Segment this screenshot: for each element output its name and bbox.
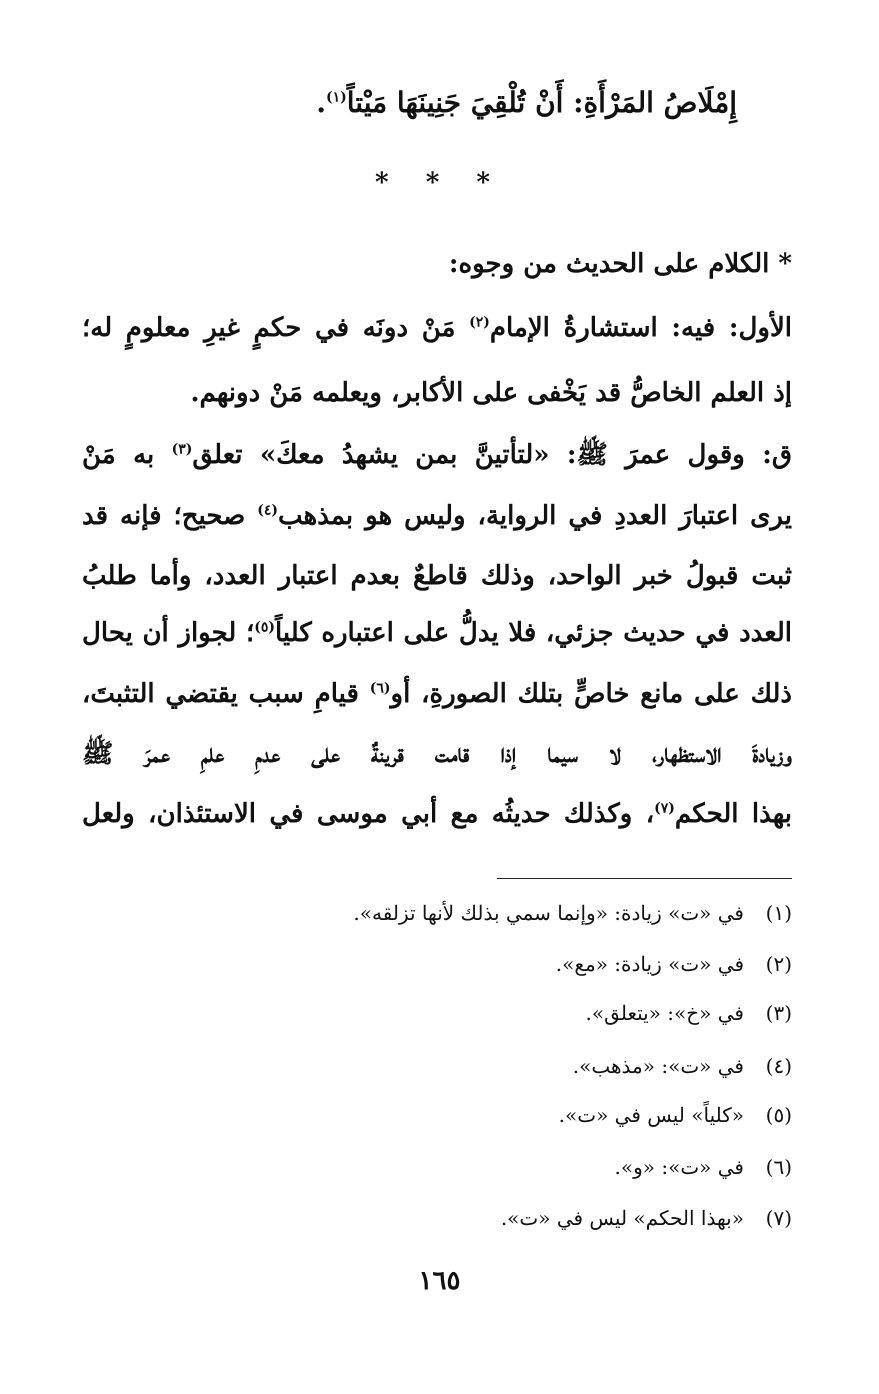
top-line-text: إِمْلَاصُ المَرْأَةِ: أَنْ تُلْقِيَ جَنِينَهَا مَيْتاً [346,86,737,119]
footnote-number: (٥) [765,1103,792,1127]
body-line-rest: ، وكذلك حديثُه مع أبي موسى في الاستئذان، ولعل [82,799,655,829]
footnote-number: (٧) [765,1206,792,1230]
footnote-number: (٣) [765,1001,792,1025]
body-line-text: ذلك على مانع خاصٍّ بتلك الصورةِ، أو [390,679,792,709]
footnote-text: «كلياً» ليس في «ت». [558,1103,744,1127]
footnote-number: (٤) [765,1054,792,1078]
body-line [82,311,792,345]
footnote-text: «بهذا الحكم» ليس في «ت». [500,1206,744,1230]
footnote-text: في «ت» زيادة: «وإنما سمي بذلك لأنها تزلقه». [353,901,744,925]
body-line [82,737,792,771]
footnote [615,1153,792,1181]
footnote-text: في «ت»: «مذهب». [572,1054,744,1078]
top-definition-line [316,86,737,120]
footnote [353,899,792,927]
body-line-rest: مَنْ دونَه في حكمٍ غيرِ معلومٍ له؛ [82,313,470,343]
footnote [586,999,792,1027]
body-line-rest: به مَنْ [82,440,172,470]
body-line [190,376,792,410]
footnote-ref: (٥) [254,619,275,636]
top-line-end: . [316,86,326,119]
body-line-text: يرى اعتبارَ العددِ في الرواية، وليس هو بمذهب [277,501,793,531]
body-line [82,797,792,831]
footnote [573,1052,792,1080]
body-line-text: بهذا الحكم [674,799,793,829]
footnote [556,950,792,978]
footnote-text: في «خ»: «يتعلق». [585,1001,744,1025]
body-line [82,438,792,472]
section-heading: * الكلام على الحديث من وجوه: [448,249,792,279]
body-line-rest: صحيح؛ فإنه قد [82,501,258,531]
footnote-ref: (٣) [171,441,193,458]
body-line [82,616,792,650]
section-separator: * * * [375,168,504,198]
body-line-text: إذ العلم الخاصُّ قد يَخْفى على الأكابر، ويعلمه مَنْ دونهم. [190,378,792,408]
body-line-text: الأول: فيه: استشارةُ الإمام [489,313,792,343]
footnote-number: (١) [765,901,792,925]
footnote-ref: (٧) [654,800,675,817]
footnote-text: في «ت»: «و». [614,1155,744,1179]
body-line-text: العدد في حديث جزئي، فلا يدلُّ على اعتباره كلياً [274,618,792,648]
footnote-number: (٢) [765,952,792,976]
body-line [82,677,792,711]
body-line [82,559,792,593]
footnote [559,1101,792,1129]
body-line-text: ق: وقول عمرَ ﷺ: «لتأتينَّ بمن يشهدُ معكَ» تعلق [192,440,792,470]
body-line-text: وزيادةَ الاستظهار، لا سيما إذا قامت قرينةٌ على عدمِ علمِ عمرَ ﷺ [82,739,792,769]
footnote [501,1204,792,1232]
page-number: ١٦٥ [418,1266,461,1296]
body-line [82,499,792,533]
footnote-number: (٦) [765,1155,792,1179]
footnote-ref: (٢) [469,314,490,331]
footnote-divider [497,878,792,879]
footnote-ref: (٦) [369,680,391,697]
footnote-text: في «ت» زيادة: «مع». [555,952,744,976]
footnote-ref: (١) [325,89,347,106]
body-line-text: ثبت قبولُ خبر الواحد، وذلك قاطعٌ بعدم اعتبار العدد، وأما طلبُ [82,561,792,591]
body-line-rest: قيامِ سبب يقتضي التثبتَ، [82,679,370,709]
body-line-rest: ؛ لجواز أن يحال [82,618,255,648]
footnote-ref: (٤) [257,502,278,519]
